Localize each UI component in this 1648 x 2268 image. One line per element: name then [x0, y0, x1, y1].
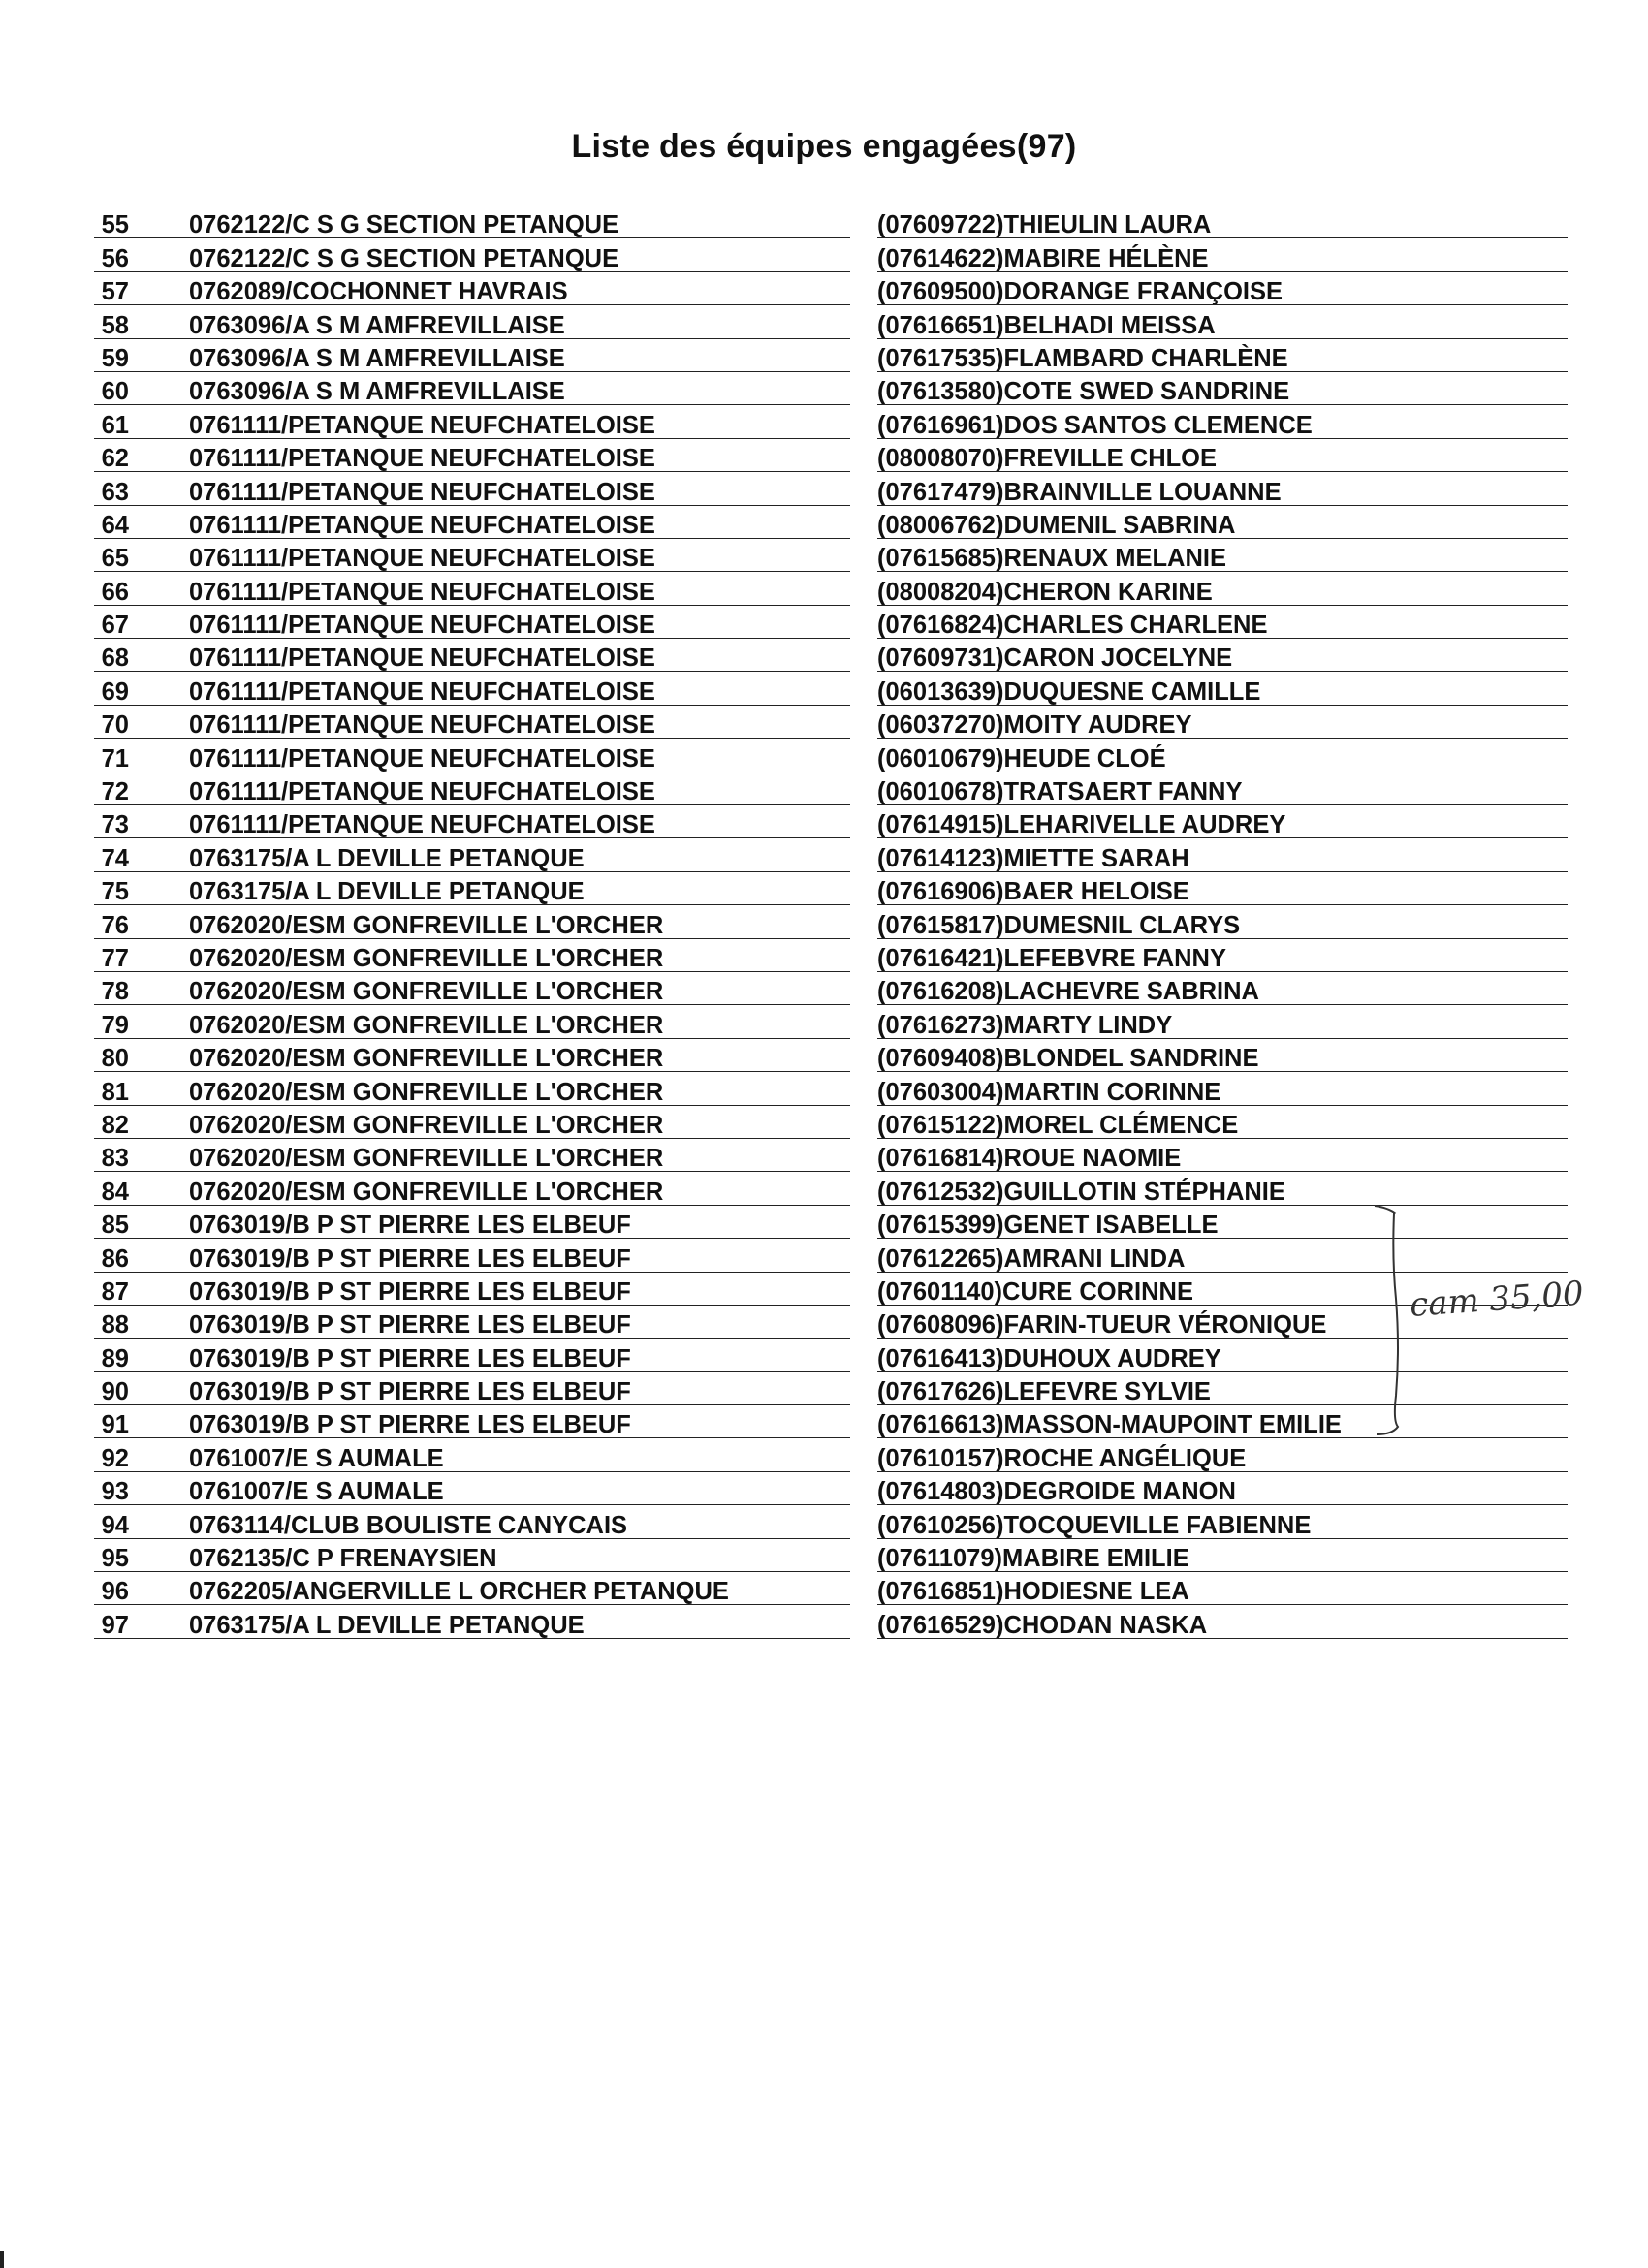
table-row	[94, 1405, 1568, 1438]
player-name: (07609722)THIEULIN LAURA	[877, 211, 1212, 239]
table-row	[94, 238, 1568, 271]
table-row	[94, 872, 1568, 905]
table-row	[94, 838, 1568, 871]
club-name: 0762020/ESM GONFREVILLE L'ORCHER	[189, 944, 664, 972]
row-number: 57	[101, 278, 129, 306]
row-number: 63	[101, 478, 129, 506]
table-row	[94, 1005, 1568, 1038]
player-name: (07616961)DOS SANTOS CLEMENCE	[877, 411, 1313, 439]
player-name: (06010678)TRATSAERT FANNY	[877, 778, 1243, 806]
row-number: 67	[101, 612, 129, 640]
row-number: 73	[101, 811, 129, 839]
row-number: 95	[101, 1545, 129, 1573]
club-name: 0763019/B P ST PIERRE LES ELBEUF	[189, 1378, 631, 1406]
row-number: 79	[101, 1011, 129, 1039]
table-row	[94, 706, 1568, 739]
club-name: 0763019/B P ST PIERRE LES ELBEUF	[189, 1411, 631, 1439]
table-row	[94, 372, 1568, 405]
team-list	[94, 205, 1568, 1639]
club-name: 0763019/B P ST PIERRE LES ELBEUF	[189, 1244, 631, 1273]
club-name: 0761111/PETANQUE NEUFCHATELOISE	[189, 677, 655, 706]
club-name: 0763019/B P ST PIERRE LES ELBEUF	[189, 1277, 631, 1306]
club-name: 0761111/PETANQUE NEUFCHATELOISE	[189, 612, 655, 640]
player-name: (07617535)FLAMBARD CHARLÈNE	[877, 344, 1288, 372]
player-name: (07614915)LEHARIVELLE AUDREY	[877, 811, 1286, 839]
club-name: 0762089/COCHONNET HAVRAIS	[189, 278, 568, 306]
player-name: (07609500)DORANGE FRANÇOISE	[877, 278, 1284, 306]
table-row	[94, 1273, 1568, 1306]
player-name: (07610157)ROCHE ANGÉLIQUE	[877, 1444, 1247, 1472]
row-number: 68	[101, 645, 129, 673]
table-row	[94, 1106, 1568, 1139]
table-row	[94, 739, 1568, 772]
club-name: 0762020/ESM GONFREVILLE L'ORCHER	[189, 911, 664, 939]
player-name: (08008070)FREVILLE CHLOE	[877, 445, 1218, 473]
player-name: (08008204)CHERON KARINE	[877, 578, 1213, 606]
player-name: (07608096)FARIN-TUEUR VÉRONIQUE	[877, 1311, 1327, 1339]
player-name: (07603004)MARTIN CORINNE	[877, 1078, 1221, 1106]
player-name: (07614123)MIETTE SARAH	[877, 844, 1189, 872]
table-row	[94, 439, 1568, 472]
player-name: (07601140)CURE CORINNE	[877, 1277, 1193, 1306]
row-number: 90	[101, 1378, 129, 1406]
row-number: 84	[101, 1178, 129, 1206]
player-name: (07616906)BAER HELOISE	[877, 878, 1189, 906]
table-row	[94, 1139, 1568, 1172]
player-name: (07609731)CARON JOCELYNE	[877, 645, 1233, 673]
player-name: (07617626)LEFEVRE SYLVIE	[877, 1378, 1211, 1406]
club-name: 0762020/ESM GONFREVILLE L'ORCHER	[189, 978, 664, 1006]
club-name: 0761007/E S AUMALE	[189, 1444, 444, 1472]
player-name: (07616208)LACHEVRE SABRINA	[877, 978, 1259, 1006]
player-name: (07615817)DUMESNIL CLARYS	[877, 911, 1241, 939]
row-number: 65	[101, 545, 129, 573]
table-row	[94, 1372, 1568, 1405]
player-name: (07610256)TOCQUEVILLE FABIENNE	[877, 1511, 1312, 1539]
club-name: 0761111/PETANQUE NEUFCHATELOISE	[189, 478, 655, 506]
row-number: 80	[101, 1045, 129, 1073]
player-name: (07613580)COTE SWED SANDRINE	[877, 378, 1290, 406]
player-name: (07611079)MABIRE EMILIE	[877, 1545, 1189, 1573]
club-name: 0763019/B P ST PIERRE LES ELBEUF	[189, 1311, 631, 1339]
row-number: 78	[101, 978, 129, 1006]
row-number: 77	[101, 944, 129, 972]
table-row	[94, 572, 1568, 605]
table-row	[94, 772, 1568, 805]
row-number: 62	[101, 445, 129, 473]
club-name: 0761111/PETANQUE NEUFCHATELOISE	[189, 578, 655, 606]
table-row	[94, 606, 1568, 639]
club-name: 0763175/A L DEVILLE PETANQUE	[189, 844, 585, 872]
club-name: 0762135/C P FRENAYSIEN	[189, 1545, 497, 1573]
table-row	[94, 639, 1568, 672]
table-row	[94, 672, 1568, 705]
row-number: 91	[101, 1411, 129, 1439]
table-row	[94, 1472, 1568, 1505]
table-row	[94, 1172, 1568, 1205]
club-name: 0763096/A S M AMFREVILLAISE	[189, 311, 565, 339]
row-number: 83	[101, 1145, 129, 1173]
player-name: (07614803)DEGROIDE MANON	[877, 1478, 1236, 1506]
player-name: (08006762)DUMENIL SABRINA	[877, 511, 1236, 539]
row-number: 59	[101, 344, 129, 372]
row-number: 88	[101, 1311, 129, 1339]
club-name: 0762020/ESM GONFREVILLE L'ORCHER	[189, 1011, 664, 1039]
table-row	[94, 405, 1568, 438]
row-number: 60	[101, 378, 129, 406]
row-number: 96	[101, 1578, 129, 1606]
row-number: 72	[101, 778, 129, 806]
row-rule-right	[877, 1638, 1568, 1639]
table-row	[94, 1539, 1568, 1572]
player-name: (06013639)DUQUESNE CAMILLE	[877, 677, 1261, 706]
row-number: 93	[101, 1478, 129, 1506]
club-name: 0761111/PETANQUE NEUFCHATELOISE	[189, 811, 655, 839]
table-row	[94, 939, 1568, 972]
club-name: 0761111/PETANQUE NEUFCHATELOISE	[189, 545, 655, 573]
table-row	[94, 972, 1568, 1005]
club-name: 0762122/C S G SECTION PETANQUE	[189, 244, 619, 272]
row-number: 69	[101, 677, 129, 706]
table-row	[94, 1605, 1568, 1638]
player-name: (07616421)LEFEBVRE FANNY	[877, 944, 1226, 972]
player-name: (07616529)CHODAN NASKA	[877, 1611, 1208, 1639]
table-row	[94, 1438, 1568, 1471]
row-number: 89	[101, 1344, 129, 1372]
club-name: 0761111/PETANQUE NEUFCHATELOISE	[189, 711, 655, 740]
player-name: (07612265)AMRANI LINDA	[877, 1244, 1186, 1273]
club-name: 0763175/A L DEVILLE PETANQUE	[189, 1611, 585, 1639]
row-number: 55	[101, 211, 129, 239]
player-name: (07616824)CHARLES CHARLENE	[877, 612, 1268, 640]
club-name: 0762020/ESM GONFREVILLE L'ORCHER	[189, 1078, 664, 1106]
scan-edge-mark	[0, 2251, 4, 2268]
player-name: (07616651)BELHADI MEISSA	[877, 311, 1216, 339]
club-name: 0761111/PETANQUE NEUFCHATELOISE	[189, 445, 655, 473]
player-name: (07615685)RENAUX MELANIE	[877, 545, 1226, 573]
table-row	[94, 272, 1568, 305]
table-row	[94, 339, 1568, 372]
player-name: (07609408)BLONDEL SANDRINE	[877, 1045, 1259, 1073]
player-name: (07616273)MARTY LINDY	[877, 1011, 1173, 1039]
table-row	[94, 539, 1568, 572]
row-number: 92	[101, 1444, 129, 1472]
row-number: 75	[101, 878, 129, 906]
table-row	[94, 1505, 1568, 1538]
club-name: 0761111/PETANQUE NEUFCHATELOISE	[189, 645, 655, 673]
player-name: (06010679)HEUDE CLOÉ	[877, 744, 1166, 772]
club-name: 0761007/E S AUMALE	[189, 1478, 444, 1506]
player-name: (07616851)HODIESNE LEA	[877, 1578, 1189, 1606]
row-number: 56	[101, 244, 129, 272]
row-number: 74	[101, 844, 129, 872]
table-row	[94, 1072, 1568, 1105]
table-row	[94, 805, 1568, 838]
player-name: (07616814)ROUE NAOMIE	[877, 1145, 1182, 1173]
row-number: 85	[101, 1212, 129, 1240]
page-title: Liste des équipes engagées(97)	[571, 128, 1077, 165]
club-name: 0763096/A S M AMFREVILLAISE	[189, 344, 565, 372]
club-name: 0763114/CLUB BOULISTE CANYCAIS	[189, 1511, 628, 1539]
player-name: (07616613)MASSON-MAUPOINT EMILIE	[877, 1411, 1342, 1439]
player-name: (07616413)DUHOUX AUDREY	[877, 1344, 1221, 1372]
player-name: (07617479)BRAINVILLE LOUANNE	[877, 478, 1282, 506]
player-name: (07612532)GUILLOTIN STÉPHANIE	[877, 1178, 1285, 1206]
row-number: 82	[101, 1111, 129, 1139]
club-name: 0762020/ESM GONFREVILLE L'ORCHER	[189, 1145, 664, 1173]
row-number: 64	[101, 511, 129, 539]
table-row	[94, 1306, 1568, 1339]
table-row	[94, 1039, 1568, 1072]
row-number: 66	[101, 578, 129, 606]
club-name: 0761111/PETANQUE NEUFCHATELOISE	[189, 778, 655, 806]
row-number: 87	[101, 1277, 129, 1306]
table-row	[94, 905, 1568, 938]
row-number: 76	[101, 911, 129, 939]
row-number: 86	[101, 1244, 129, 1273]
table-row	[94, 305, 1568, 338]
table-row	[94, 472, 1568, 505]
table-row	[94, 506, 1568, 539]
row-number: 97	[101, 1611, 129, 1639]
table-row	[94, 1339, 1568, 1371]
row-number: 70	[101, 711, 129, 740]
table-row	[94, 1572, 1568, 1605]
table-row	[94, 1206, 1568, 1239]
club-name: 0763019/B P ST PIERRE LES ELBEUF	[189, 1344, 631, 1372]
club-name: 0762122/C S G SECTION PETANQUE	[189, 211, 619, 239]
club-name: 0763175/A L DEVILLE PETANQUE	[189, 878, 585, 906]
player-name: (07615122)MOREL CLÉMENCE	[877, 1111, 1239, 1139]
club-name: 0761111/PETANQUE NEUFCHATELOISE	[189, 744, 655, 772]
player-name: (06037270)MOITY AUDREY	[877, 711, 1192, 740]
club-name: 0763019/B P ST PIERRE LES ELBEUF	[189, 1212, 631, 1240]
row-number: 94	[101, 1511, 129, 1539]
player-name: (07614622)MABIRE HÉLÈNE	[877, 244, 1209, 272]
table-row	[94, 205, 1568, 238]
club-name: 0761111/PETANQUE NEUFCHATELOISE	[189, 411, 655, 439]
table-row	[94, 1239, 1568, 1272]
handwritten-note-text: cam 35,00	[1408, 1274, 1585, 1325]
club-name: 0762205/ANGERVILLE L ORCHER PETANQUE	[189, 1578, 729, 1606]
club-name: 0763096/A S M AMFREVILLAISE	[189, 378, 565, 406]
club-name: 0762020/ESM GONFREVILLE L'ORCHER	[189, 1045, 664, 1073]
club-name: 0762020/ESM GONFREVILLE L'ORCHER	[189, 1178, 664, 1206]
row-number: 61	[101, 411, 129, 439]
row-number: 71	[101, 744, 129, 772]
row-number: 58	[101, 311, 129, 339]
club-name: 0761111/PETANQUE NEUFCHATELOISE	[189, 511, 655, 539]
row-number: 81	[101, 1078, 129, 1106]
player-name: (07615399)GENET ISABELLE	[877, 1212, 1219, 1240]
row-rule-left	[94, 1638, 850, 1639]
club-name: 0762020/ESM GONFREVILLE L'ORCHER	[189, 1111, 664, 1139]
